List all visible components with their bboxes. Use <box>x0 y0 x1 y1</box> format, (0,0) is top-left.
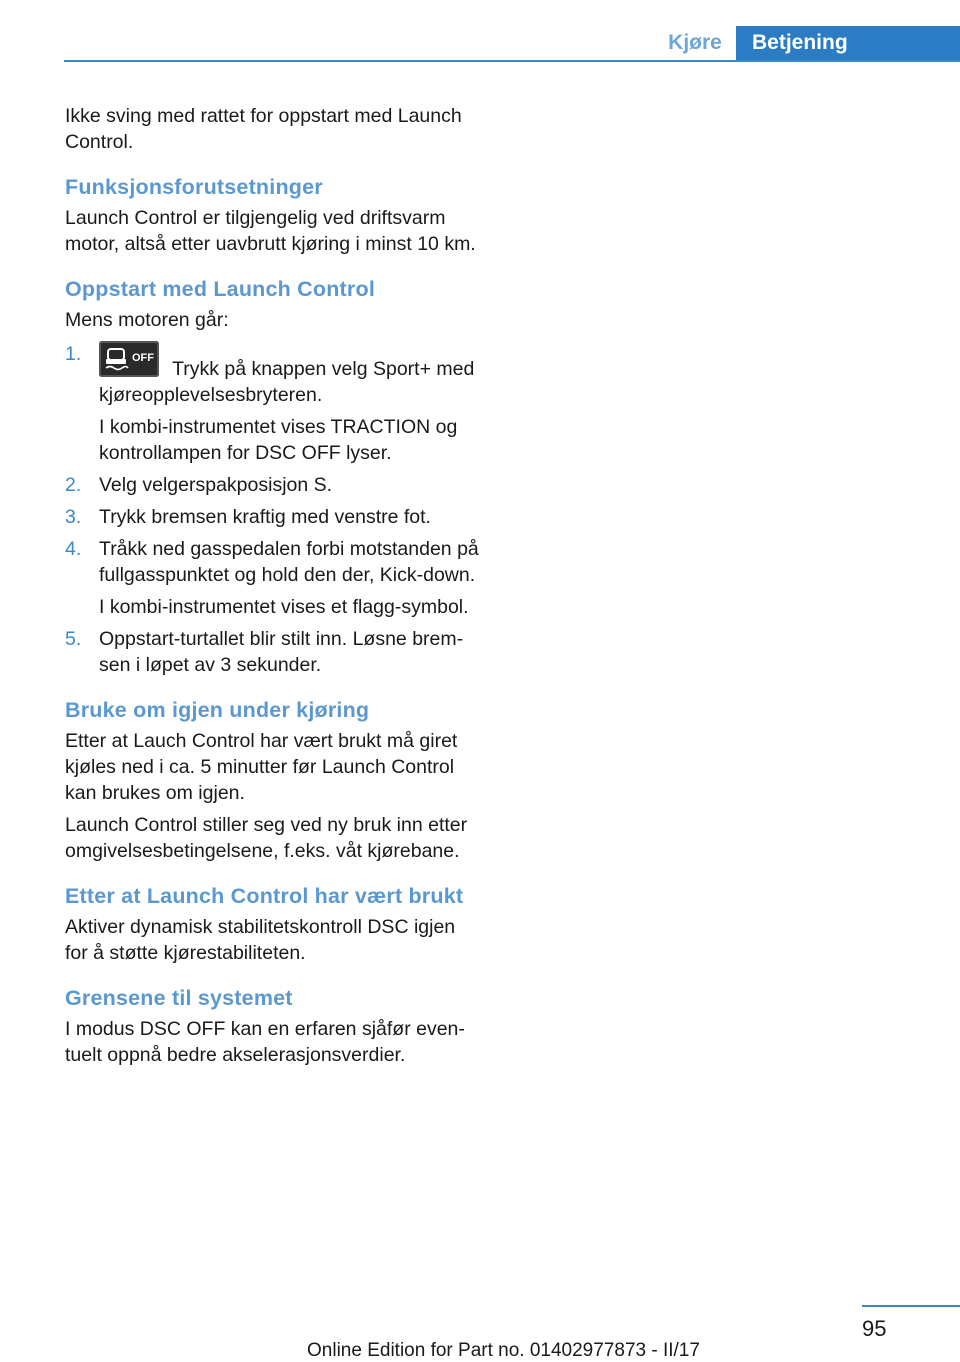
header-divider <box>64 60 960 62</box>
paragraph: Launch Control er tilgjengelig ved driftsvarm motor, altså etter uavbrutt kjøring i minst 10 km. <box>65 207 476 255</box>
list-item <box>65 472 480 498</box>
list-item <box>65 341 480 466</box>
steps-list <box>65 341 480 678</box>
page-content <box>65 103 480 1074</box>
section-tab-betjening[interactable]: Betjening <box>736 26 960 62</box>
step-number: 5. <box>65 628 82 650</box>
step-text: Tråkk ned gasspedalen forbi motstanden på fullgasspunktet og hold den der, Kick-down. <box>99 538 479 586</box>
step-note: I kombi-instrumentet vises et flagg-symbol. <box>99 596 469 618</box>
paragraph: Mens motoren går: <box>65 309 229 331</box>
paragraph: Etter at Lauch Control har vært brukt må giret kjøles ned i ca. 5 minutter før Launch Control kan brukes om igjen. <box>65 730 458 804</box>
heading-etter-launch-control: Etter at Launch Control har vært brukt <box>65 884 464 908</box>
intro-paragraph: Ikke sving med rattet for oppstart med Launch Control. <box>65 105 462 153</box>
step-text: Trykk bremsen kraftig med venstre fot. <box>99 506 431 528</box>
page-number: 95 <box>862 1316 887 1341</box>
dsc-off-button-icon <box>99 341 159 377</box>
heading-funksjonsforutsetninger: Funksjonsforutsetninger <box>65 175 323 199</box>
step-text: Velg velgerspakposisjon S. <box>99 474 333 496</box>
heading-grensene: Grensene til systemet <box>65 986 293 1010</box>
paragraph: Aktiver dynamisk stabilitetskontroll DSC igjen for å støtte kjørestabiliteten. <box>65 916 456 964</box>
paragraph: Launch Control stiller seg ved ny bruk inn etter omgivelsesbetingelsene, f.eks. våt kjørebane. <box>65 814 468 862</box>
section-tab-kjore[interactable]: Kjøre <box>668 31 722 54</box>
step-note: I kombi-instrumentet vises TRACTION og kontrollampen for DSC OFF lyser. <box>99 416 458 464</box>
list-item <box>65 626 480 678</box>
step-number: 2. <box>65 474 82 496</box>
step-number: 1. <box>65 343 82 365</box>
footer-divider <box>862 1305 960 1307</box>
list-item <box>65 536 480 620</box>
step-text: Trykk på knappen velg Sport+ med kjøreopplevelsesbryteren. <box>99 358 475 406</box>
footer-edition: Online Edition for Part no. 01402977873 - II/17 <box>307 1340 700 1361</box>
paragraph: I modus DSC OFF kan en erfaren sjåfør eventuelt oppnå bedre akselerasjonsverdier. <box>65 1018 465 1066</box>
step-number: 3. <box>65 506 82 528</box>
heading-oppstart: Oppstart med Launch Control <box>65 277 375 301</box>
heading-bruke-om-igjen: Bruke om igjen under kjøring <box>65 698 370 722</box>
dsc-off-label: OFF <box>132 352 154 364</box>
step-number: 4. <box>65 538 82 560</box>
step-text: Oppstart-turtallet blir stilt inn. Løsne bremsen i løpet av 3 sekunder. <box>99 628 464 676</box>
list-item <box>65 504 480 530</box>
